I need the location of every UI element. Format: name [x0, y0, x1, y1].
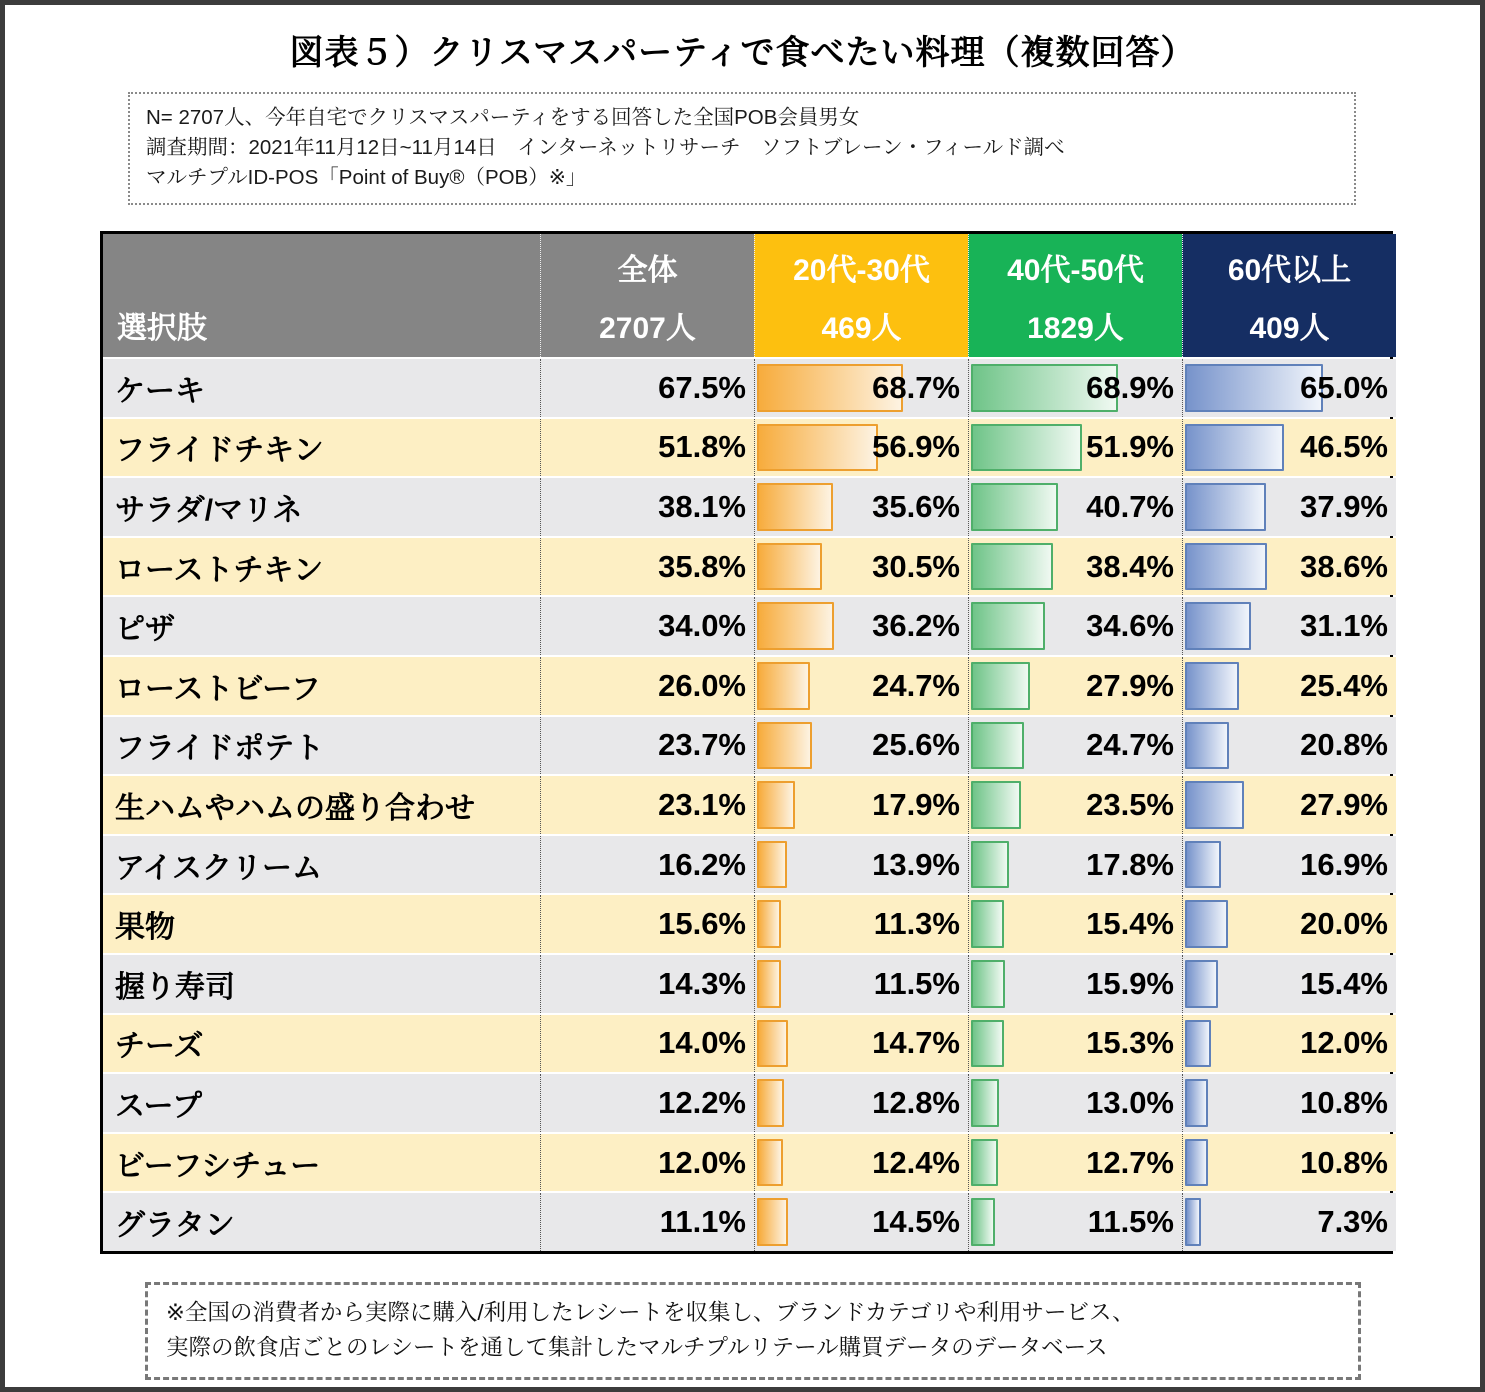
- value-cell-total: [540, 1193, 754, 1251]
- value-cell-a60: [1182, 1134, 1396, 1192]
- value-label: 67.5%: [658, 369, 746, 405]
- row-label: ピザ: [103, 597, 540, 655]
- column-header-a4050: [968, 234, 1182, 357]
- data-bar: [757, 722, 812, 770]
- value-cell-a60: [1182, 895, 1396, 953]
- data-bar: [971, 483, 1058, 531]
- survey-note-line: N= 2707人、今年自宅でクリスマスパーティをする回答した全国POB会員男女: [146, 106, 860, 129]
- value-label: 20.0%: [1300, 906, 1388, 942]
- value-cell-a2030: [754, 717, 968, 775]
- table-row: [103, 536, 1390, 596]
- value-label: 36.2%: [872, 608, 960, 644]
- value-label: 14.0%: [658, 1025, 746, 1061]
- data-bar: [757, 1198, 788, 1246]
- header-group-label: 20代-30代: [793, 253, 930, 287]
- value-label: 12.0%: [658, 1144, 746, 1180]
- value-cell-a60: [1182, 836, 1396, 894]
- value-label: 15.4%: [1300, 965, 1388, 1001]
- value-label: 13.0%: [1086, 1084, 1174, 1120]
- value-cell-a60: [1182, 478, 1396, 536]
- value-label: 34.0%: [658, 608, 746, 644]
- value-label: 14.3%: [658, 965, 746, 1001]
- value-label: 11.5%: [873, 965, 960, 1001]
- data-bar: [971, 1139, 998, 1187]
- value-cell-a2030: [754, 1015, 968, 1073]
- value-label: 24.7%: [1086, 727, 1174, 763]
- value-label: 51.9%: [1086, 429, 1174, 465]
- value-label: 68.9%: [1086, 369, 1174, 405]
- data-bar: [971, 1198, 995, 1246]
- table-row: [103, 774, 1390, 834]
- value-label: 14.5%: [872, 1204, 960, 1240]
- value-label: 25.4%: [1300, 667, 1388, 703]
- value-label: 38.1%: [658, 488, 746, 524]
- value-label: 68.7%: [872, 369, 960, 405]
- data-bar: [971, 722, 1024, 770]
- value-label: 20.8%: [1300, 727, 1388, 763]
- row-label: 握り寿司: [103, 955, 540, 1013]
- value-cell-a60: [1182, 419, 1396, 477]
- data-bar: [757, 424, 878, 472]
- column-header-a2030: [754, 234, 968, 357]
- value-label: 38.4%: [1086, 548, 1174, 584]
- value-cell-a4050: [968, 1074, 1182, 1132]
- value-cell-a4050: [968, 597, 1182, 655]
- value-label: 12.8%: [872, 1084, 960, 1120]
- row-label: ローストチキン: [103, 538, 540, 596]
- table-row: [103, 1191, 1390, 1251]
- value-cell-a60: [1182, 776, 1396, 834]
- data-bar: [971, 781, 1021, 829]
- data-bar: [1185, 900, 1228, 948]
- table-row: [103, 655, 1390, 715]
- table-row: [103, 834, 1390, 894]
- row-label: アイスクリーム: [103, 836, 540, 894]
- value-label: 23.1%: [658, 786, 746, 822]
- value-label: 12.0%: [1300, 1025, 1388, 1061]
- data-bar: [757, 1020, 788, 1068]
- table-row: [103, 476, 1390, 536]
- value-label: 46.5%: [1300, 429, 1388, 465]
- footnote-line: ※全国の消費者から実際に購入/利用したレシートを収集し、ブランドカテゴリや利用サービス、: [166, 1299, 1135, 1325]
- value-cell-a60: [1182, 538, 1396, 596]
- table-header-row: [103, 234, 1390, 357]
- value-cell-a60: [1182, 717, 1396, 775]
- data-bar: [757, 841, 787, 889]
- column-header-total: [540, 234, 754, 357]
- data-bar: [757, 483, 833, 531]
- header-group-label: 全体: [617, 253, 678, 287]
- data-bar: [1185, 1139, 1208, 1187]
- data-bar: [971, 960, 1005, 1008]
- data-bar: [757, 602, 834, 650]
- value-label: 51.8%: [658, 429, 746, 465]
- value-label: 12.4%: [872, 1144, 960, 1180]
- footnote-box: [145, 1282, 1361, 1380]
- value-cell-total: [540, 597, 754, 655]
- value-label: 38.6%: [1300, 548, 1388, 584]
- value-label: 25.6%: [872, 727, 960, 763]
- column-header-a60: [1182, 234, 1396, 357]
- value-cell-a60: [1182, 1074, 1396, 1132]
- table-row: [103, 1132, 1390, 1192]
- row-label: ビーフシチュー: [103, 1134, 540, 1192]
- data-bar: [1185, 1198, 1201, 1246]
- value-label: 12.2%: [658, 1084, 746, 1120]
- header-count-label: 409人: [1249, 311, 1330, 345]
- data-bar: [1185, 1079, 1208, 1127]
- table-row: [103, 893, 1390, 953]
- data-bar: [757, 662, 810, 710]
- value-cell-a4050: [968, 1193, 1182, 1251]
- page-title: 図表５）クリスマスパーティで食べたい料理（複数回答）: [289, 34, 1196, 72]
- value-cell-total: [540, 895, 754, 953]
- value-cell-a60: [1182, 1015, 1396, 1073]
- value-cell-a2030: [754, 1193, 968, 1251]
- value-cell-a2030: [754, 776, 968, 834]
- value-cell-total: [540, 1134, 754, 1192]
- value-label: 15.3%: [1086, 1025, 1174, 1061]
- footnote-line: 実際の飲食店ごとのレシートを通して集計したマルチプルリテール購買データのデータベース: [166, 1334, 1108, 1360]
- value-label: 10.8%: [1300, 1084, 1388, 1120]
- table-row: [103, 1013, 1390, 1073]
- survey-note-line: 調査期間：2021年11月12日~11月14日 インターネットリサーチ ソフトブレーン・フィールド調べ: [146, 136, 1065, 159]
- row-label: ローストビーフ: [103, 657, 540, 715]
- value-cell-a4050: [968, 1134, 1182, 1192]
- table-row: [103, 715, 1390, 775]
- row-label: チーズ: [103, 1015, 540, 1073]
- header-group-label: 40代-50代: [1007, 253, 1144, 287]
- data-bar: [1185, 483, 1266, 531]
- value-label: 7.3%: [1317, 1204, 1388, 1240]
- value-cell-a60: [1182, 1193, 1396, 1251]
- value-label: 65.0%: [1300, 369, 1388, 405]
- data-bar: [1185, 662, 1239, 710]
- header-group-label: 60代以上: [1227, 253, 1352, 287]
- value-cell-a4050: [968, 657, 1182, 715]
- row-label: グラタン: [103, 1193, 540, 1251]
- data-bar: [1185, 722, 1229, 770]
- data-bar: [971, 900, 1004, 948]
- value-cell-a4050: [968, 1015, 1182, 1073]
- value-cell-a4050: [968, 895, 1182, 953]
- row-label: ケーキ: [103, 359, 540, 417]
- value-cell-total: [540, 359, 754, 417]
- value-label: 24.7%: [872, 667, 960, 703]
- value-cell-a2030: [754, 657, 968, 715]
- header-count-label: 469人: [821, 311, 902, 345]
- value-cell-a60: [1182, 955, 1396, 1013]
- data-bar: [971, 841, 1009, 889]
- value-cell-a60: [1182, 597, 1396, 655]
- value-label: 11.3%: [873, 906, 960, 942]
- value-label: 37.9%: [1300, 488, 1388, 524]
- data-bar: [1185, 841, 1221, 889]
- value-cell-a4050: [968, 359, 1182, 417]
- row-label: フライドチキン: [103, 419, 540, 477]
- value-cell-total: [540, 955, 754, 1013]
- value-cell-total: [540, 1074, 754, 1132]
- data-bar: [757, 781, 795, 829]
- value-label: 17.9%: [872, 786, 960, 822]
- column-header-choices: 選択肢: [103, 234, 540, 357]
- table-row: [103, 1072, 1390, 1132]
- value-cell-total: [540, 657, 754, 715]
- value-cell-a4050: [968, 776, 1182, 834]
- value-label: 15.4%: [1086, 906, 1174, 942]
- value-label: 14.7%: [872, 1025, 960, 1061]
- data-bar: [1185, 424, 1284, 472]
- data-bar: [757, 1139, 783, 1187]
- value-cell-a2030: [754, 895, 968, 953]
- data-bar: [757, 1079, 784, 1127]
- value-cell-total: [540, 538, 754, 596]
- row-label: サラダ/マリネ: [103, 478, 540, 536]
- data-bar: [1185, 960, 1218, 1008]
- data-bar: [971, 1020, 1004, 1068]
- value-cell-a4050: [968, 538, 1182, 596]
- table-row: [103, 595, 1390, 655]
- value-cell-a2030: [754, 538, 968, 596]
- header-count-label: 1829人: [1027, 311, 1124, 345]
- data-bar: [757, 543, 822, 591]
- value-cell-a2030: [754, 1074, 968, 1132]
- value-cell-a2030: [754, 836, 968, 894]
- value-cell-total: [540, 1015, 754, 1073]
- data-bar: [971, 662, 1030, 710]
- row-label: フライドポテト: [103, 717, 540, 775]
- data-bar: [1185, 781, 1244, 829]
- value-label: 15.9%: [1086, 965, 1174, 1001]
- value-label: 35.6%: [872, 488, 960, 524]
- data-table: [100, 231, 1393, 1254]
- table-row: [103, 953, 1390, 1013]
- value-cell-a4050: [968, 478, 1182, 536]
- value-cell-total: [540, 419, 754, 477]
- data-bar: [1185, 543, 1267, 591]
- value-cell-a4050: [968, 836, 1182, 894]
- value-label: 13.9%: [872, 846, 960, 882]
- data-bar: [757, 900, 781, 948]
- row-label: 生ハムやハムの盛り合わせ: [103, 776, 540, 834]
- value-cell-a2030: [754, 419, 968, 477]
- value-label: 26.0%: [658, 667, 746, 703]
- value-cell-a2030: [754, 597, 968, 655]
- value-cell-a4050: [968, 955, 1182, 1013]
- value-label: 16.2%: [658, 846, 746, 882]
- value-label: 16.9%: [1300, 846, 1388, 882]
- value-label: 15.6%: [658, 906, 746, 942]
- value-cell-a2030: [754, 955, 968, 1013]
- data-bar: [1185, 1020, 1211, 1068]
- value-label: 23.7%: [658, 727, 746, 763]
- value-label: 17.8%: [1086, 846, 1174, 882]
- value-label: 27.9%: [1300, 786, 1388, 822]
- data-bar: [971, 424, 1082, 472]
- value-label: 30.5%: [872, 548, 960, 584]
- value-label: 27.9%: [1086, 667, 1174, 703]
- table-row: [103, 357, 1390, 417]
- data-bar: [1185, 602, 1251, 650]
- value-cell-a4050: [968, 717, 1182, 775]
- data-bar: [971, 1079, 999, 1127]
- value-cell-a60: [1182, 359, 1396, 417]
- header-count-label: 2707人: [599, 311, 696, 345]
- row-label: スープ: [103, 1074, 540, 1132]
- value-cell-a60: [1182, 657, 1396, 715]
- survey-note-line: マルチプルID-POS「Point of Buy®（POB）※」: [146, 166, 587, 189]
- value-cell-a2030: [754, 359, 968, 417]
- value-label: 23.5%: [1086, 786, 1174, 822]
- data-bar: [757, 960, 781, 1008]
- value-cell-a2030: [754, 478, 968, 536]
- value-label: 31.1%: [1300, 608, 1388, 644]
- table-row: [103, 417, 1390, 477]
- value-label: 11.5%: [1087, 1204, 1174, 1240]
- value-cell-total: [540, 478, 754, 536]
- value-cell-total: [540, 836, 754, 894]
- value-label: 11.1%: [659, 1204, 746, 1240]
- value-cell-total: [540, 717, 754, 775]
- value-label: 35.8%: [658, 548, 746, 584]
- survey-note-box: [128, 92, 1356, 205]
- value-label: 40.7%: [1086, 488, 1174, 524]
- value-cell-a4050: [968, 419, 1182, 477]
- value-label: 12.7%: [1086, 1144, 1174, 1180]
- data-bar: [971, 543, 1053, 591]
- data-bar: [971, 602, 1045, 650]
- value-label: 56.9%: [872, 429, 960, 465]
- value-label: 10.8%: [1300, 1144, 1388, 1180]
- value-cell-total: [540, 776, 754, 834]
- row-label: 果物: [103, 895, 540, 953]
- value-label: 34.6%: [1086, 608, 1174, 644]
- value-cell-a2030: [754, 1134, 968, 1192]
